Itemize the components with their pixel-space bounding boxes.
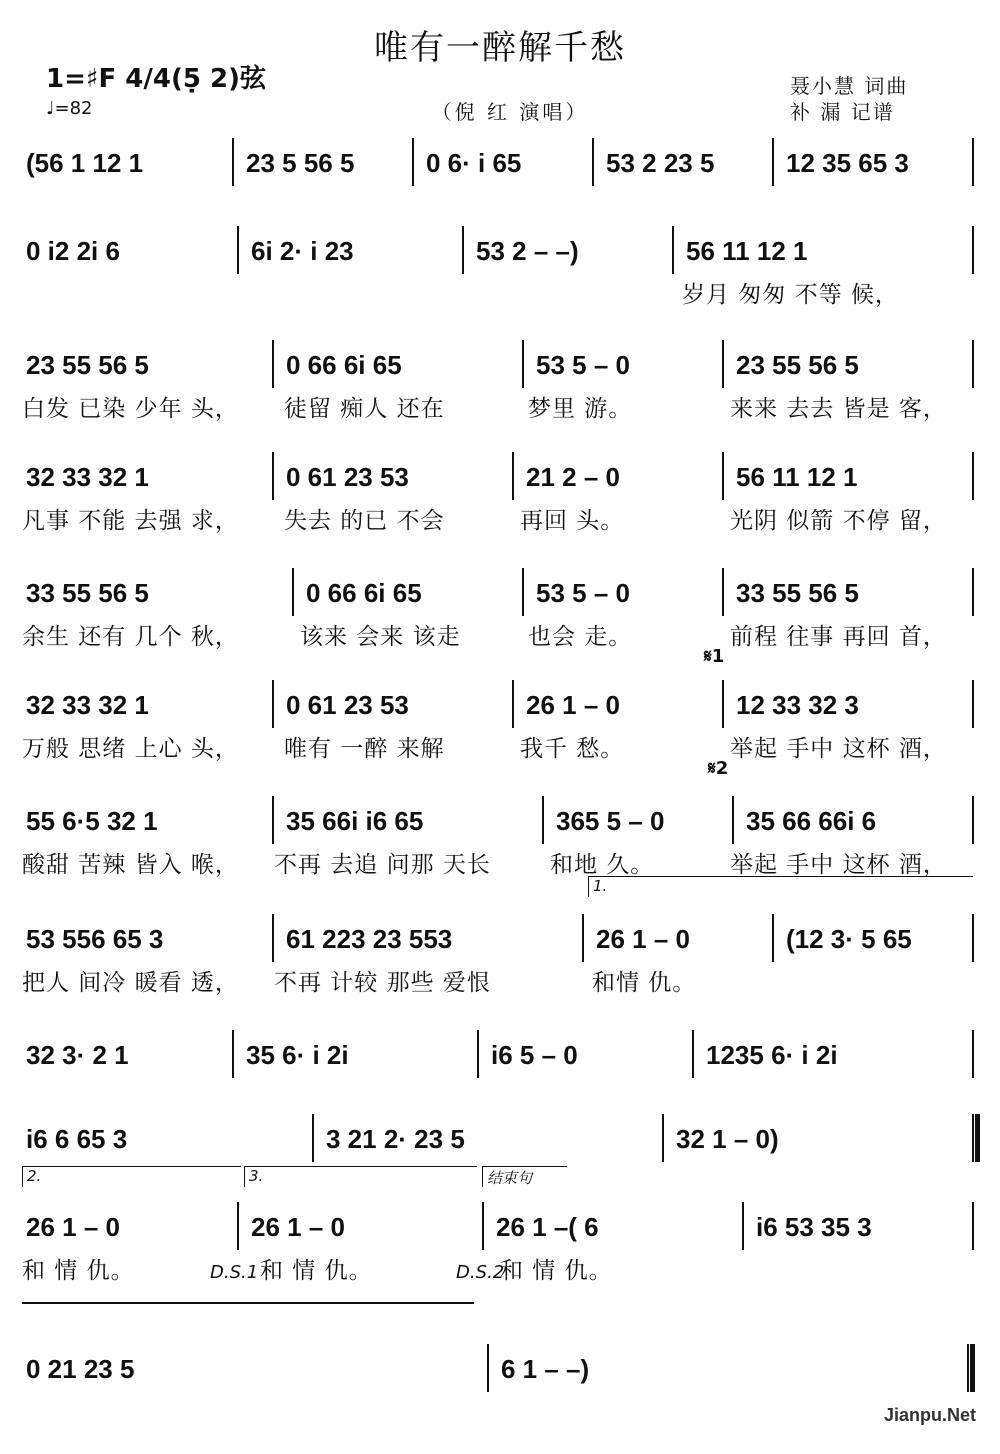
measure: 26 1 – 0	[526, 690, 620, 720]
lyric-phrase: 举起 手中 这杯 酒，	[730, 852, 947, 878]
lyric-phrase: 也会 走。	[528, 624, 633, 650]
lyric-phrase: 白发 已染 少年 头，	[22, 396, 239, 422]
measure: 23 55 56 5	[26, 350, 149, 380]
bar-line	[412, 138, 414, 186]
measure: 56 11 12 1	[686, 236, 808, 266]
ds-2-mark: D.S.2	[456, 1262, 505, 1283]
bar-line	[732, 796, 734, 844]
notation-row	[22, 806, 982, 848]
measure: 26 1 –( 6	[496, 1212, 599, 1242]
bar-line	[312, 1114, 314, 1162]
bar-line	[462, 226, 464, 274]
lyric-phrase: 岁月 匆匆 不等 候，	[682, 282, 899, 308]
lyric-phrase: 前程 往事 再回 首，	[730, 624, 947, 650]
bar-line	[692, 1030, 694, 1078]
lyric-phrase: 举起 手中 这杯 酒，	[730, 736, 947, 762]
measure: (56 1 12 1	[26, 148, 144, 178]
notation-row	[22, 690, 982, 732]
measure: i6 6 65 3	[26, 1124, 128, 1154]
lyric-phrase: 不再 计较 那些 爱恨	[274, 970, 491, 996]
measure: 12 35 65 3	[786, 148, 909, 178]
measure: 53 556 65 3	[26, 924, 164, 954]
lyric-phrase: 和地 久。	[550, 852, 655, 878]
bar-line	[482, 1202, 484, 1250]
lyric-phrase: 酸甜 苦辣 皆入 喉，	[22, 852, 239, 878]
bar-line	[972, 914, 974, 962]
score-line	[0, 690, 1000, 790]
lyric-phrase: 余生 还有 几个 秋，	[22, 624, 239, 650]
score-line	[0, 1354, 1000, 1454]
lyric-phrase: 和情 仇。	[592, 970, 697, 996]
notation-row	[22, 1040, 982, 1082]
lyrics-row	[22, 394, 982, 428]
measure: 53 5 – 0	[536, 578, 630, 608]
lyric-phrase: 该来 会来 该走	[300, 624, 461, 650]
bar-line	[237, 226, 239, 274]
measure: 53 2 23 5	[606, 148, 715, 178]
lyric-phrase: 我千 愁。	[520, 736, 625, 762]
measure: 56 11 12 1	[736, 462, 858, 492]
measure: 6i 2· i 23	[251, 236, 354, 266]
bar-line	[972, 1202, 974, 1250]
bar-line	[742, 1202, 744, 1250]
bar-line	[972, 452, 974, 500]
bar-line	[592, 138, 594, 186]
segno-2-mark: 𝄋2	[708, 758, 729, 779]
bar-line	[972, 138, 974, 186]
bar-line	[522, 568, 524, 616]
ending-bracket: 结束句	[482, 1166, 567, 1187]
lyric-phrase: 徒留 痴人 还在	[284, 396, 445, 422]
notation-row	[22, 1212, 982, 1254]
lyric-phrase: 来来 去去 皆是 客，	[730, 396, 947, 422]
notation-row	[22, 578, 982, 620]
measure: 26 1 – 0	[596, 924, 690, 954]
measure: i6 53 35 3	[756, 1212, 872, 1242]
bar-line	[972, 1114, 980, 1162]
score-line	[0, 578, 1000, 678]
bar-line	[722, 340, 724, 388]
measure: 35 66 66i 6	[746, 806, 877, 836]
volta-3-bracket: 3.	[244, 1166, 477, 1187]
bar-line	[272, 914, 274, 962]
notation-row	[22, 350, 982, 392]
bar-line	[972, 680, 974, 728]
measure: 61 223 23 553	[286, 924, 453, 954]
measure: 53 5 – 0	[536, 350, 630, 380]
measure: 3 21 2· 23 5	[326, 1124, 465, 1154]
ds-1-mark: D.S.1	[210, 1262, 259, 1283]
page-title: 唯有一醉解千愁	[374, 28, 626, 68]
bar-line	[972, 340, 974, 388]
key-signature: 1=♯F 4/4(5̣ 2)弦	[46, 64, 266, 94]
lyric-phrase: 梦里 游。	[528, 396, 633, 422]
measure: i6 5 – 0	[491, 1040, 578, 1070]
lyric-phrase: 失去 的已 不会	[284, 508, 445, 534]
bar-line	[487, 1344, 489, 1392]
measure: 32 3· 2 1	[26, 1040, 129, 1070]
notation-row	[22, 148, 982, 190]
measure: (12 3· 5 65	[786, 924, 912, 954]
bar-line	[272, 680, 274, 728]
bar-line	[237, 1202, 239, 1250]
measure: 365 5 – 0	[556, 806, 665, 836]
score-line	[0, 462, 1000, 562]
notation-row	[22, 236, 982, 278]
measure: 0 21 23 5	[26, 1354, 135, 1384]
measure: 0 61 23 53	[286, 690, 409, 720]
measure: 0 66 6i 65	[286, 350, 402, 380]
bar-line	[582, 914, 584, 962]
measure: 26 1 – 0	[251, 1212, 345, 1242]
measure: 0 i2 2i 6	[26, 236, 120, 266]
notation-credit: 补 漏 记谱	[790, 100, 895, 124]
bar-line	[292, 568, 294, 616]
volta-1-bracket: 1.	[588, 876, 973, 897]
bar-line	[772, 914, 774, 962]
bar-line	[972, 796, 974, 844]
bar-line	[722, 680, 724, 728]
bar-line	[272, 340, 274, 388]
bar-line	[477, 1030, 479, 1078]
watermark: Jianpu.Net	[883, 1405, 976, 1425]
bar-line	[542, 796, 544, 844]
volta-2-bracket: 2.	[22, 1166, 241, 1187]
bar-line	[272, 452, 274, 500]
score-line	[0, 924, 1000, 1024]
score-line	[0, 148, 1000, 248]
lyric-phrase: 和 情 仇。	[22, 1258, 135, 1284]
notation-row	[22, 462, 982, 504]
notation-row	[22, 924, 982, 966]
score-line	[0, 350, 1000, 450]
bar-line	[972, 226, 974, 274]
bar-line	[512, 452, 514, 500]
measure: 23 5 56 5	[246, 148, 355, 178]
lyric-phrase: 和 情 仇。	[500, 1258, 613, 1284]
measure: 35 6· i 2i	[246, 1040, 349, 1070]
score-line	[0, 236, 1000, 336]
singer-credit: （倪 红 演唱）	[431, 100, 589, 124]
bar-line	[522, 340, 524, 388]
lyric-phrase: 再回 头。	[520, 508, 625, 534]
bar-line	[662, 1114, 664, 1162]
measure: 21 2 – 0	[526, 462, 620, 492]
bar-line	[967, 1344, 975, 1392]
bar-line	[972, 568, 974, 616]
measure: 33 55 56 5	[26, 578, 149, 608]
lyrics-row	[22, 506, 982, 540]
measure: 1235 6· i 2i	[706, 1040, 838, 1070]
lyrics-music-credit: 聂小慧 词曲	[790, 74, 909, 98]
lyrics-row	[22, 734, 982, 768]
lyric-phrase: 万般 思绪 上心 头，	[22, 736, 239, 762]
lyrics-row	[22, 280, 982, 314]
measure: 0 6· i 65	[426, 148, 522, 178]
measure: 26 1 – 0	[26, 1212, 120, 1242]
notation-row	[22, 1354, 982, 1396]
measure: 0 66 6i 65	[306, 578, 422, 608]
measure: 53 2 – –)	[476, 236, 579, 266]
bar-line	[772, 138, 774, 186]
bar-line	[722, 568, 724, 616]
measure: 32 33 32 1	[26, 690, 149, 720]
lyric-phrase: 不再 去追 问那 天长	[274, 852, 491, 878]
bar-line	[232, 1030, 234, 1078]
bar-line	[972, 1030, 974, 1078]
measure: 35 66i i6 65	[286, 806, 424, 836]
lyric-phrase: 唯有 一醉 来解	[284, 736, 445, 762]
measure: 32 33 32 1	[26, 462, 149, 492]
lyric-phrase: 凡事 不能 去强 求，	[22, 508, 239, 534]
lyrics-row	[22, 622, 982, 656]
measure: 23 55 56 5	[736, 350, 859, 380]
bar-line	[722, 452, 724, 500]
measure: 6 1 – –)	[501, 1354, 590, 1384]
measure: 32 1 – 0)	[676, 1124, 779, 1154]
bar-line	[672, 226, 674, 274]
measure: 12 33 32 3	[736, 690, 859, 720]
measure: 33 55 56 5	[736, 578, 859, 608]
measure: 55 6·5 32 1	[26, 806, 158, 836]
lyric-phrase: 把人 间冷 暖看 透，	[22, 970, 239, 996]
lyrics-row	[22, 968, 982, 1002]
tempo-marking: ♩=82	[46, 98, 93, 119]
section-rule	[22, 1302, 474, 1304]
lyric-phrase: 光阴 似箭 不停 留，	[730, 508, 947, 534]
notation-row	[22, 1124, 982, 1166]
segno-1-mark: 𝄋1	[704, 646, 725, 667]
bar-line	[272, 796, 274, 844]
bar-line	[232, 138, 234, 186]
bar-line	[512, 680, 514, 728]
lyric-phrase: 和 情 仇。	[260, 1258, 373, 1284]
measure: 0 61 23 53	[286, 462, 409, 492]
